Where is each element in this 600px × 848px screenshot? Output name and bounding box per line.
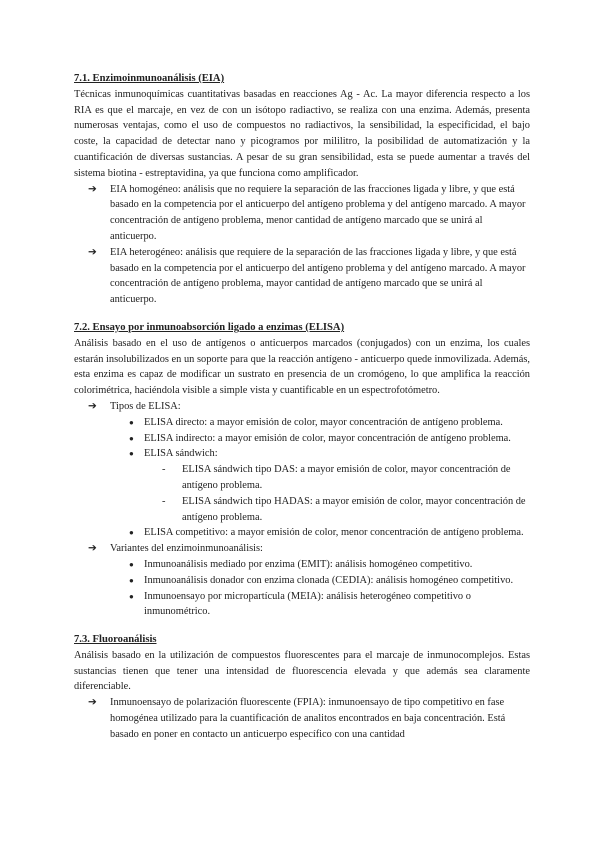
bullet-icon: ● [129, 417, 134, 427]
list-item [74, 462, 530, 494]
list-item-text: ELISA sándwich tipo DAS: a mayor emisión de color, mayor concentración de antígeno problema. [182, 464, 511, 491]
list-item [74, 446, 530, 462]
list-item [74, 525, 530, 541]
list-item [74, 573, 530, 589]
fluoro-list [74, 695, 530, 742]
section-fluoro [74, 632, 530, 743]
list-item-text: Inmunoanálisis donador con enzima clonada (CEDIA): análisis homogéneo competitivo. [144, 574, 514, 586]
list-item-text: EIA heterogéneo: análisis que requiere de la separación de las fracciones ligada y libre, y que está basado en la competencia por el anticuerpo del antígeno problema y del antígeno marcado. A mayor concentración de antígeno problema, mayor cantidad de antígeno marcado que se unirá al anticuerpo. [110, 246, 526, 306]
list-item-text: Inmunoensayo de polarización fluorescente (FPIA): inmunoensayo de tipo competitivo en fase homogénea utilizado para la cuantificación de analitos encontrados en baja concentración. Está basado en poner en contacto un anticuerpo específico con una cantidad [110, 697, 506, 740]
arrow-icon: ➔ [88, 183, 97, 195]
list-item [74, 431, 530, 447]
list-item [74, 399, 530, 415]
section-body: Análisis basado en el uso de antígenos o anticuerpos marcados (conjugados) con un enzima, los cuales estarán insolubilizados en un soporte para que la reacción antígeno - anticuerpo quede inmovilizada. Además, esta enzima es capaz de modificar un sustrato en presencia de un cromógeno, lo que amplifica la reacción colorimétrica, haciéndola visible a simple vista y cuantificable en un espectrofotómetro. [74, 337, 530, 397]
section-title: 7.1. Enzimoinmunoanálisis (EIA) [74, 73, 225, 84]
section-elisa [74, 320, 530, 620]
list-item-text: ELISA directo: a mayor emisión de color, mayor concentración de antígeno problema. [144, 416, 503, 428]
bullet-icon: ● [129, 433, 134, 443]
section-body: Técnicas inmunoquímicas cuantitativas basadas en reacciones Ag - Ac. La mayor diferencia respecto a los RIA es que el marcaje, en vez de con un isótopo radiactivo, se realiza con una enzima. Además, presenta numerosas ventajas, como el uso de compuestos no radiactivos, la sensibilidad, la especificidad, el bajo coste, la capacidad de detectar nano y picogramos por mililitro, la posibilidad de automatización y la cuantificación de diversas sustancias. A pesar de su gran sensibilidad, esta se puede aumentar a través del sistema biotina - estreptavidina, ya que funciona como amplificador. [74, 88, 530, 179]
list-item [74, 245, 530, 308]
list-item [74, 415, 530, 431]
list-item [74, 494, 530, 526]
bullet-icon: ● [129, 449, 134, 459]
list-item-text: Inmunoanálisis mediado por enzima (EMIT): análisis homogéneo competitivo. [144, 558, 473, 570]
arrow-icon: ➔ [88, 697, 97, 709]
bullet-icon: ● [129, 591, 134, 601]
bullet-icon: ● [129, 528, 134, 538]
list-item-text: ELISA sándwich tipo HADAS: a mayor emisión de color, mayor concentración de antígeno problema. [182, 495, 526, 523]
section-eia [74, 71, 530, 308]
list-item [74, 541, 530, 557]
list-item-text: EIA homogéneo: análisis que no requiere la separación de las fracciones ligada y libre, y que está basado en la competencia por el anticuerpo del antígeno problema y del antígeno marcado. A mayor concentración de antígeno problema, menor cantidad de antígeno marcado que se unirá al anticuerpo. [110, 183, 526, 242]
dash-icon: - [162, 464, 166, 476]
list-item-text: Variantes del enzimoinmunoanálisis: [110, 543, 263, 555]
bullet-icon: ● [129, 559, 134, 569]
list-item-text: ELISA sándwich: [144, 448, 218, 460]
list-item [74, 182, 530, 245]
elisa-list [74, 399, 530, 620]
arrow-icon: ➔ [88, 246, 97, 258]
list-item-text: Tipos de ELISA: [110, 400, 181, 412]
list-item [74, 589, 530, 621]
section-body: Análisis basado en la utilización de compuestos fluorescentes para el marcaje de inmunocomplejos. Estas sustancias tienen que tener una intensidad de fluorescencia elevada y que además sea claramente diferenciable. [74, 649, 530, 693]
section-title: 7.2. Ensayo por inmunoabsorción ligado a enzimas (ELISA) [74, 321, 345, 333]
section-title: 7.3. Fluoroanálisis [74, 634, 157, 646]
list-item-text: Inmunoensayo por micropartícula (MEIA): análisis heterogéneo competitivo o inmunométrico. [144, 590, 471, 618]
document-page [74, 71, 530, 743]
dash-icon: - [162, 495, 166, 507]
arrow-icon: ➔ [88, 400, 97, 412]
arrow-icon: ➔ [88, 543, 97, 555]
list-item-text: ELISA competitivo: a mayor emisión de color, menor concentración de antígeno problema. [144, 527, 524, 539]
eia-list [74, 182, 530, 308]
list-item-text: ELISA indirecto: a mayor emisión de color, mayor concentración de antígeno problema. [144, 432, 511, 444]
list-item [74, 695, 530, 742]
bullet-icon: ● [129, 575, 134, 585]
list-item [74, 557, 530, 573]
